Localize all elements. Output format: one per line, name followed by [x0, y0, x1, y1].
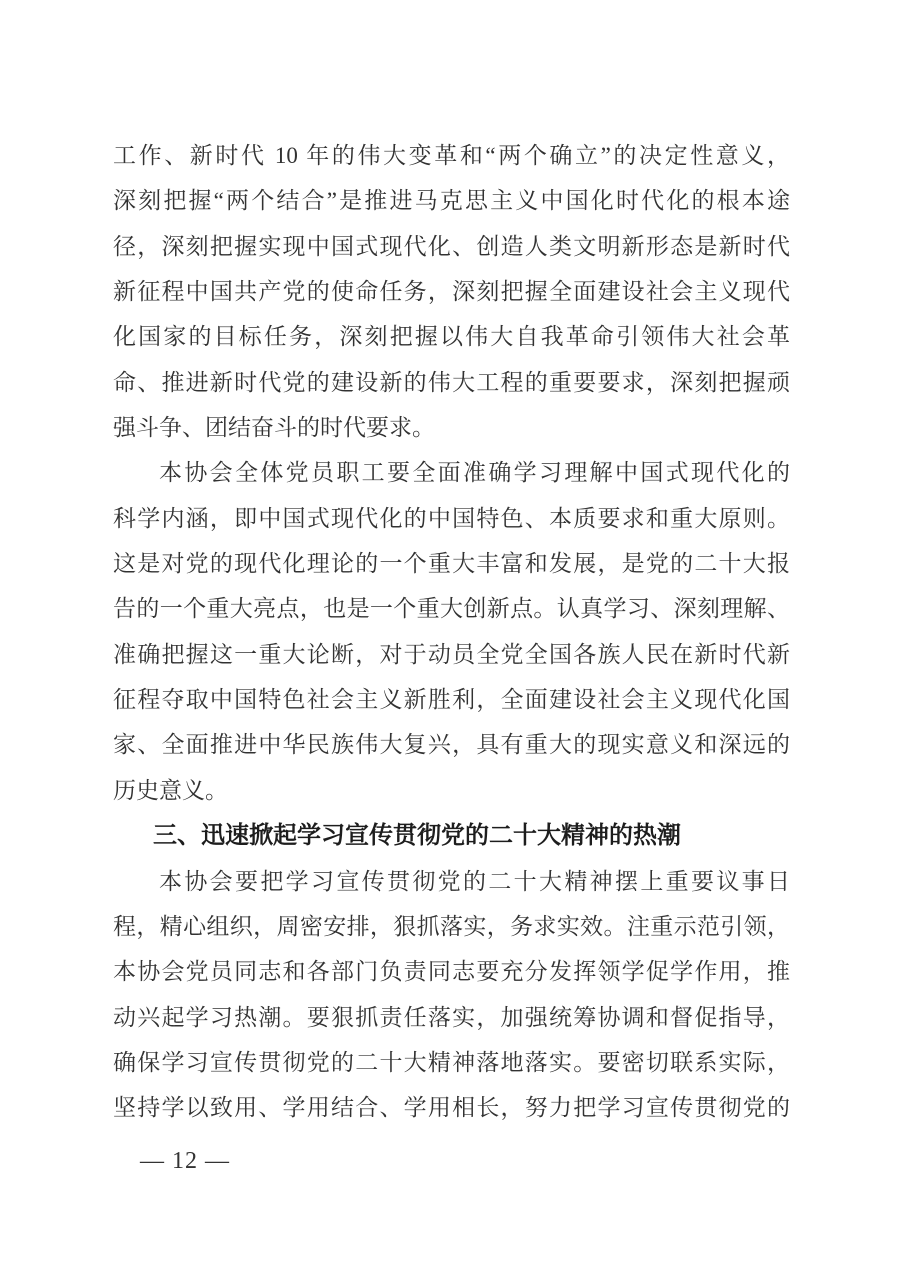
text-line: 科学内涵，即中国式现代化的中国特色、本质要求和重大原则。: [113, 505, 790, 531]
text-line: 化国家的目标任务，深刻把握以伟大自我革命引领伟大社会革: [113, 324, 790, 350]
text-line: 工作、新时代 10 年的伟大变革和“两个确立”的决定性意义，: [113, 143, 790, 168]
text-line: 准确把握这一重大论断，对于动员全党全国各族人民在新时代新: [113, 641, 790, 667]
text-line: 径，深刻把握实现中国式现代化、创造人类文明新形态是新时代: [113, 233, 790, 259]
text-line: 本协会党员同志和各部门负责同志要充分发挥领学促学作用，推: [113, 959, 790, 985]
text-line: 新征程中国共产党的使命任务，深刻把握全面建设社会主义现代: [113, 279, 790, 305]
text-line: 命、推进新时代党的建设新的伟大工程的重要要求，深刻把握顽: [113, 369, 790, 395]
text-line: 本协会要把学习宣传贯彻党的二十大精神摆上重要议事日: [159, 868, 790, 894]
text-line: 家、全面推进中华民族伟大复兴，具有重大的现实意义和深远的: [113, 732, 790, 758]
text-line: 历史意义。: [113, 777, 228, 803]
text-line: 征程夺取中国特色社会主义新胜利，全面建设社会主义现代化国: [113, 687, 790, 713]
section-heading: 三、迅速掀起学习宣传贯彻党的二十大精神的热潮: [153, 822, 681, 850]
text-line: 动兴起学习热潮。要狠抓责任落实，加强统筹协调和督促指导，: [113, 1004, 790, 1030]
text-line: 告的一个重大亮点，也是一个重大创新点。认真学习、深刻理解、: [113, 596, 790, 622]
text-line: 确保学习宣传贯彻党的二十大精神落地落实。要密切联系实际，: [113, 1049, 790, 1075]
text-line: 强斗争、团结奋斗的时代要求。: [113, 415, 435, 441]
text-line: 坚持学以致用、学用结合、学用相长，努力把学习宣传贯彻党的: [113, 1095, 790, 1121]
document-body: [113, 133, 790, 1131]
text-line: 本协会全体党员职工要全面准确学习理解中国式现代化的: [159, 460, 790, 486]
text-line: 深刻把握“两个结合”是推进马克思主义中国化时代化的根本途: [113, 188, 790, 214]
text-line: 程，精心组织，周密安排，狠抓落实，务求实效。注重示范引领，: [113, 913, 790, 939]
text-line: 这是对党的现代化理论的一个重大丰富和发展，是党的二十大报: [113, 551, 790, 577]
page-number: — 12 —: [140, 1148, 230, 1174]
